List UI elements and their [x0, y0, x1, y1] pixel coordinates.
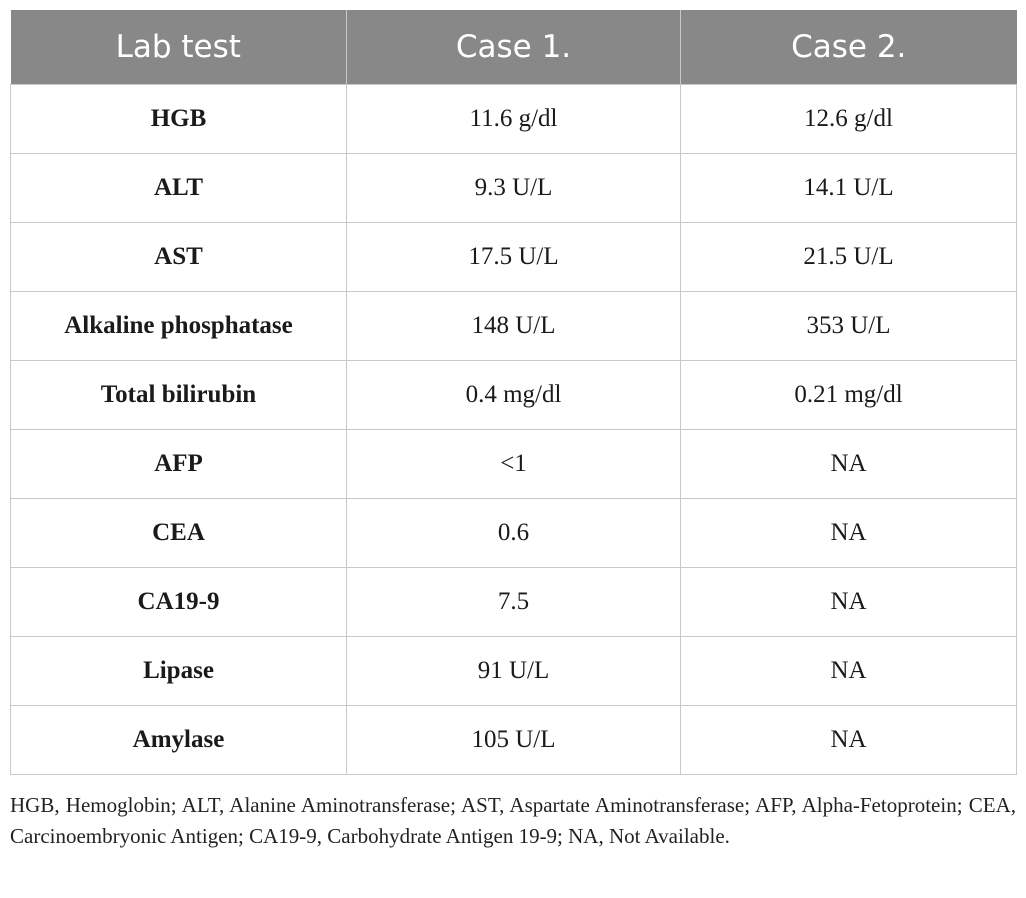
- case-2-value: 353 U/L: [681, 292, 1017, 361]
- lab-test-name: AST: [11, 223, 347, 292]
- header-lab-test: Lab test: [11, 10, 347, 85]
- case-2-value: 21.5 U/L: [681, 223, 1017, 292]
- header-case-1: Case 1.: [347, 10, 681, 85]
- table-row: [11, 361, 1017, 430]
- case-2-value: NA: [681, 568, 1017, 637]
- lab-test-name: CA19-9: [11, 568, 347, 637]
- lab-test-name: Alkaline phosphatase: [11, 292, 347, 361]
- case-2-value: NA: [681, 637, 1017, 706]
- table-row: [11, 85, 1017, 154]
- case-1-value: 0.4 mg/dl: [347, 361, 681, 430]
- lab-test-name: AFP: [11, 430, 347, 499]
- case-2-value: 0.21 mg/dl: [681, 361, 1017, 430]
- table-header-row: [11, 10, 1017, 85]
- table-row: [11, 430, 1017, 499]
- case-1-value: 9.3 U/L: [347, 154, 681, 223]
- table-row: [11, 637, 1017, 706]
- lab-test-name: HGB: [11, 85, 347, 154]
- case-1-value: 0.6: [347, 499, 681, 568]
- table-footnote: HGB, Hemoglobin; ALT, Alanine Aminotransferase; AST, Aspartate Aminotransferase; AFP, Alpha-Fetoprotein; CEA, Carcinoembryonic Antigen; CA19-9, Carbohydrate Antigen 19-9; NA, Not Available.: [10, 793, 1016, 848]
- case-2-value: 12.6 g/dl: [681, 85, 1017, 154]
- table-row: [11, 706, 1017, 775]
- case-1-value: <1: [347, 430, 681, 499]
- case-1-value: 148 U/L: [347, 292, 681, 361]
- case-1-value: 7.5: [347, 568, 681, 637]
- table-row: [11, 292, 1017, 361]
- lab-test-name: CEA: [11, 499, 347, 568]
- case-2-value: 14.1 U/L: [681, 154, 1017, 223]
- table-row: [11, 154, 1017, 223]
- case-1-value: 91 U/L: [347, 637, 681, 706]
- table-row: [11, 568, 1017, 637]
- lab-table-container: [10, 10, 1016, 775]
- lab-results-table: [10, 10, 1017, 775]
- lab-test-name: ALT: [11, 154, 347, 223]
- lab-test-name: Lipase: [11, 637, 347, 706]
- case-2-value: NA: [681, 706, 1017, 775]
- table-row: [11, 499, 1017, 568]
- header-case-2: Case 2.: [681, 10, 1017, 85]
- lab-test-name: Total bilirubin: [11, 361, 347, 430]
- case-2-value: NA: [681, 430, 1017, 499]
- case-1-value: 17.5 U/L: [347, 223, 681, 292]
- case-2-value: NA: [681, 499, 1017, 568]
- case-1-value: 11.6 g/dl: [347, 85, 681, 154]
- lab-test-name: Amylase: [11, 706, 347, 775]
- table-row: [11, 223, 1017, 292]
- case-1-value: 105 U/L: [347, 706, 681, 775]
